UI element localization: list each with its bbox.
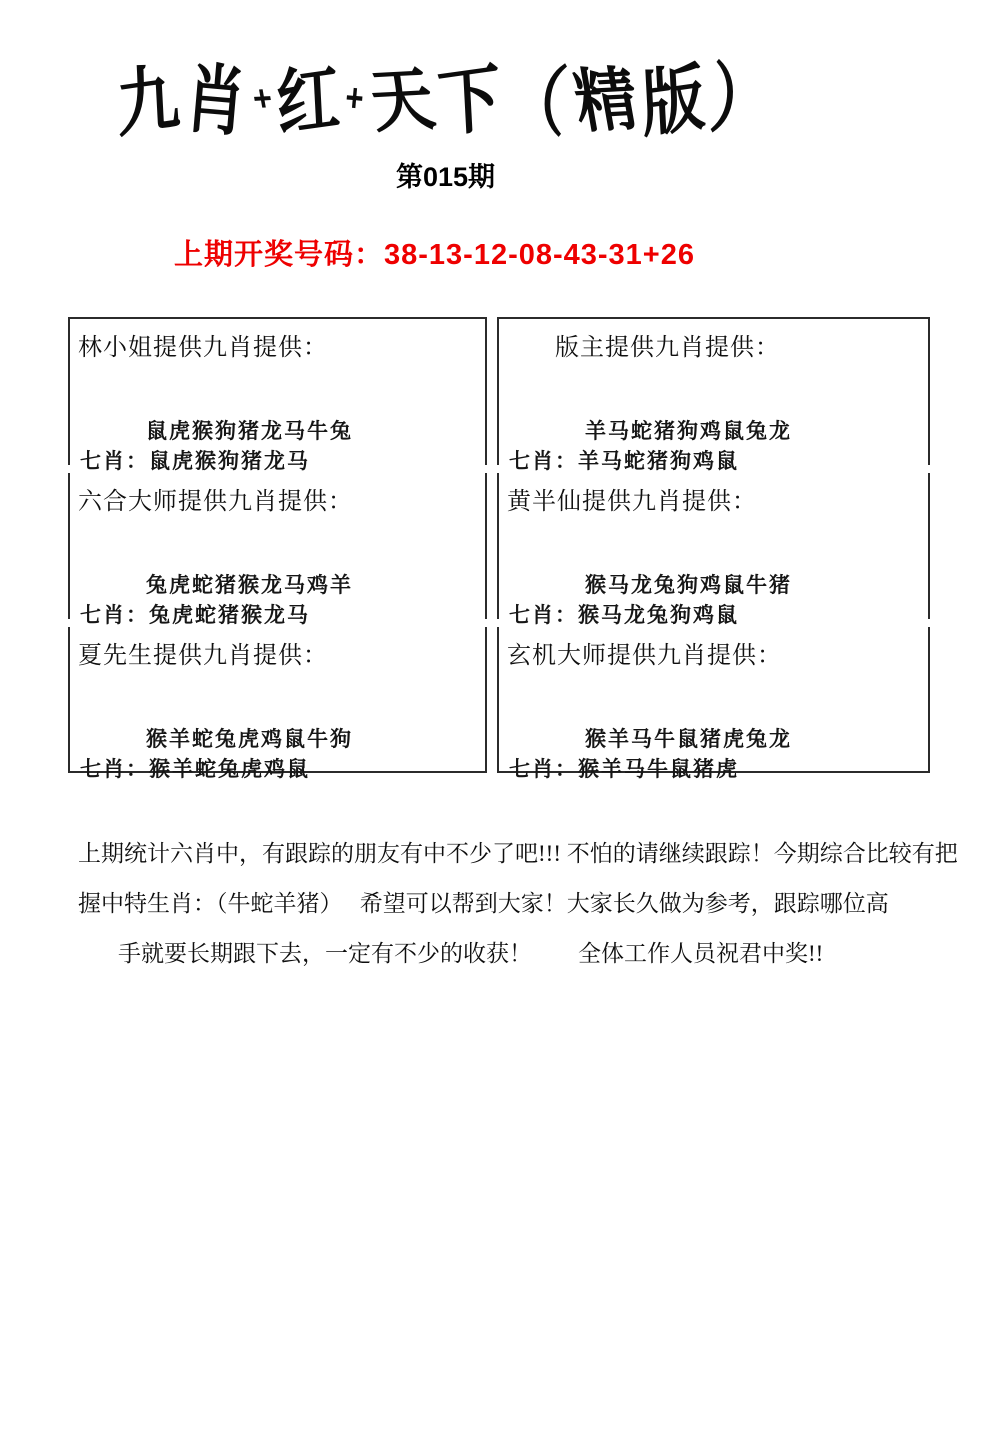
tip-provider-header: 林小姐提供九肖提供：	[78, 335, 328, 361]
footer-line-2: 握中特生肖：（牛蛇羊猪） 希望可以帮到大家！大家长久做为参考，跟踪哪位高	[78, 891, 889, 916]
tip-provider-header: 夏先生提供九肖提供：	[78, 643, 328, 669]
footer-line-1: 上期统计六肖中，有跟踪的朋友有中不少了吧!!! 不怕的请继续跟踪！今期综合比较有把	[78, 841, 958, 866]
nine-zodiac-line: 猴马龙兔狗鸡鼠牛猪	[585, 573, 792, 597]
tip-cell-huang-banxian	[497, 473, 930, 627]
seven-zodiac-line: 七肖：猴羊蛇兔虎鸡鼠	[80, 757, 310, 781]
page-title: 九肖+红+天下（精版）	[114, 55, 780, 148]
tips-board	[68, 317, 930, 781]
last-draw-numbers: 上期开奖号码：38-13-12-08-43-31+26	[173, 239, 696, 271]
tip-cell-lin-xiaojie	[68, 319, 487, 473]
nine-zodiac-line: 羊马蛇猪狗鸡鼠兔龙	[585, 419, 792, 443]
tip-provider-header: 版主提供九肖提供：	[555, 335, 780, 361]
tip-cell-liuhe-dashi	[68, 473, 487, 627]
seven-zodiac-line: 七肖：兔虎蛇猪猴龙马	[80, 603, 310, 627]
tip-provider-header: 黄半仙提供九肖提供：	[507, 489, 757, 515]
tip-cell-xuanji-dashi	[497, 627, 930, 781]
issue-number: 第015期	[395, 162, 496, 192]
footer-note	[78, 829, 958, 979]
seven-zodiac-line: 七肖：猴马龙兔狗鸡鼠	[509, 603, 739, 627]
nine-zodiac-line: 兔虎蛇猪猴龙马鸡羊	[146, 573, 353, 597]
tip-provider-header: 六合大师提供九肖提供：	[78, 489, 353, 515]
tips-panel-left	[68, 317, 487, 781]
footer-line-3: 手就要长期跟下去，一定有不少的收获！ 全体工作人员祝君中奖!!	[118, 941, 824, 966]
tips-panel-right	[497, 317, 930, 781]
nine-zodiac-line: 猴羊马牛鼠猪虎兔龙	[585, 727, 792, 751]
nine-zodiac-line: 猴羊蛇兔虎鸡鼠牛狗	[146, 727, 353, 751]
seven-zodiac-line: 七肖：羊马蛇猪狗鸡鼠	[509, 449, 739, 473]
tip-cell-xia-xiansheng	[68, 627, 487, 781]
seven-zodiac-line: 七肖：鼠虎猴狗猪龙马	[80, 449, 310, 473]
tip-provider-header: 玄机大师提供九肖提供：	[507, 643, 782, 669]
seven-zodiac-line: 七肖：猴羊马牛鼠猪虎	[509, 757, 739, 781]
nine-zodiac-line: 鼠虎猴狗猪龙马牛兔	[146, 419, 353, 443]
tip-cell-banzhu	[497, 319, 930, 473]
